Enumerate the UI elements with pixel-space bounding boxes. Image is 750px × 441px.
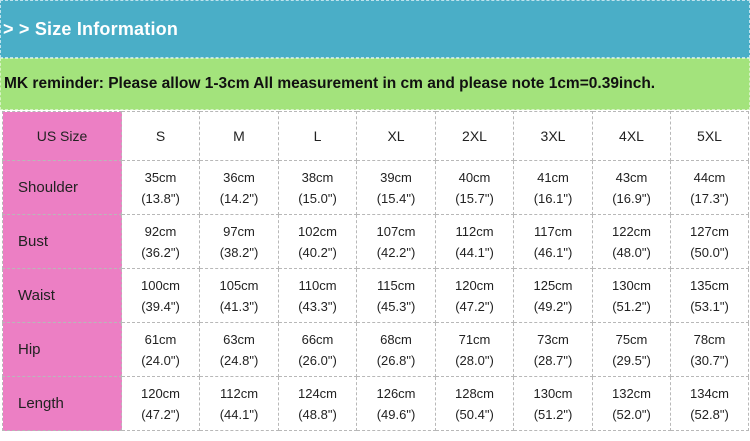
row-label: Waist (3, 269, 122, 323)
inch-value: (51.2") (533, 406, 573, 422)
measurement-cell (593, 269, 671, 323)
inch-value: (47.2") (455, 298, 494, 314)
measurement-cell (122, 161, 200, 215)
inch-value: (16.1") (533, 190, 573, 206)
cm-value: 120cm (140, 385, 181, 401)
table-row (3, 377, 749, 431)
row-label: Bust (3, 215, 122, 269)
cm-value: 71cm (458, 331, 491, 347)
size-header-cell: XL (357, 112, 436, 161)
inch-value: (36.2") (141, 244, 180, 260)
cm-value: 63cm (223, 331, 255, 347)
measurement-cell (357, 377, 436, 431)
inch-value: (16.9") (612, 190, 651, 206)
cm-value: 75cm (615, 331, 648, 347)
size-header-cell: 2XL (436, 112, 514, 161)
inch-value: (48.0") (612, 244, 651, 260)
inch-value: (47.2") (141, 406, 180, 422)
inch-value: (26.0") (298, 352, 337, 368)
inch-value: (24.0") (141, 352, 180, 368)
measurement-cell (122, 377, 200, 431)
cm-value: 126cm (376, 385, 416, 401)
measurement-cell (436, 323, 514, 377)
cm-value: 130cm (611, 277, 652, 293)
cm-value: 68cm (380, 331, 412, 347)
inch-value: (45.3") (376, 298, 416, 314)
cm-value: 130cm (533, 385, 573, 401)
measurement-cell (436, 215, 514, 269)
cm-value: 61cm (144, 331, 177, 347)
row-label: Length (3, 377, 122, 431)
cm-value: 100cm (140, 277, 181, 293)
size-header-row (3, 112, 749, 161)
measurement-cell (514, 215, 593, 269)
cm-value: 40cm (458, 169, 491, 185)
measurement-cell (671, 161, 749, 215)
measurement-cell (200, 323, 279, 377)
inch-value: (15.0") (298, 190, 337, 206)
cm-value: 97cm (223, 223, 255, 239)
inch-value: (41.3") (219, 298, 259, 314)
inch-value: (42.2") (376, 244, 416, 260)
cm-value: 117cm (533, 223, 573, 239)
measurement-cell (357, 161, 436, 215)
measurement-cell (514, 323, 593, 377)
measurement-cell (279, 161, 357, 215)
cm-value: 115cm (376, 277, 416, 293)
measurement-cell (357, 323, 436, 377)
measurement-cell (279, 323, 357, 377)
row-label: Hip (3, 323, 122, 377)
inch-value: (40.2") (298, 244, 337, 260)
row-label: Shoulder (3, 161, 122, 215)
cm-value: 92cm (144, 223, 177, 239)
measurement-cell (200, 215, 279, 269)
size-table (2, 111, 749, 431)
inch-value: (53.1") (690, 298, 729, 314)
measurement-cell (200, 269, 279, 323)
measurement-cell (671, 215, 749, 269)
measurement-cell (593, 323, 671, 377)
cm-value: 112cm (455, 223, 494, 239)
inch-value: (28.7") (533, 352, 573, 368)
cm-value: 128cm (454, 385, 495, 401)
cm-value: 102cm (297, 223, 338, 239)
inch-value: (50.4") (455, 406, 494, 422)
inch-value: (28.0") (455, 352, 494, 368)
inch-value: (50.0") (690, 244, 729, 260)
page-title: > > Size Information (3, 18, 179, 39)
cm-value: 135cm (689, 277, 730, 293)
cm-value: 134cm (689, 385, 730, 401)
inch-value: (24.8") (219, 352, 259, 368)
measurement-cell (279, 269, 357, 323)
cm-value: 38cm (301, 169, 334, 185)
cm-value: 112cm (219, 385, 259, 401)
inch-value: (13.8") (141, 190, 180, 206)
measurement-cell (593, 161, 671, 215)
cm-value: 35cm (144, 169, 177, 185)
cm-value: 78cm (693, 331, 726, 347)
cm-value: 44cm (693, 169, 726, 185)
cm-value: 122cm (611, 223, 652, 239)
measurement-cell (279, 377, 357, 431)
cm-value: 43cm (615, 169, 648, 185)
inch-value: (51.2") (612, 298, 651, 314)
inch-value: (48.8") (298, 406, 337, 422)
inch-value: (30.7") (690, 352, 729, 368)
cm-value: 105cm (219, 277, 259, 293)
inch-value: (29.5") (612, 352, 651, 368)
inch-value: (26.8") (376, 352, 416, 368)
cm-value: 120cm (454, 277, 495, 293)
measurement-cell (436, 161, 514, 215)
cm-value: 36cm (223, 169, 255, 185)
inch-value: (52.0") (612, 406, 651, 422)
cm-value: 66cm (301, 331, 334, 347)
inch-value: (43.3") (298, 298, 337, 314)
inch-value: (14.2") (219, 190, 259, 206)
table-row (3, 215, 749, 269)
inch-value: (46.1") (533, 244, 573, 260)
cm-value: 39cm (380, 169, 412, 185)
cm-value: 41cm (537, 169, 569, 185)
inch-value: (39.4") (141, 298, 180, 314)
cm-value: 110cm (298, 277, 337, 293)
inch-value: (44.1") (219, 406, 259, 422)
header-bar (0, 0, 750, 58)
size-header-cell: 5XL (671, 112, 749, 161)
cm-value: 132cm (611, 385, 652, 401)
cm-value: 107cm (376, 223, 416, 239)
size-header-cell: 3XL (514, 112, 593, 161)
inch-value: (44.1") (455, 244, 494, 260)
measurement-cell (593, 377, 671, 431)
cm-value: 127cm (689, 223, 730, 239)
measurement-cell (671, 269, 749, 323)
cm-value: 125cm (533, 277, 573, 293)
measurement-cell (122, 323, 200, 377)
measurement-cell (122, 269, 200, 323)
measurement-cell (671, 377, 749, 431)
cm-value: 124cm (297, 385, 338, 401)
inch-value: (52.8") (690, 406, 729, 422)
size-header-cell: S (122, 112, 200, 161)
measurement-cell (436, 269, 514, 323)
measurement-cell (357, 269, 436, 323)
inch-value: (15.4") (376, 190, 416, 206)
corner-label: US Size (3, 112, 122, 161)
cm-value: 73cm (537, 331, 569, 347)
measurement-cell (200, 377, 279, 431)
measurement-cell (279, 215, 357, 269)
measurement-cell (122, 215, 200, 269)
table-row (3, 161, 749, 215)
measurement-notice: MK reminder: Please allow 1-3cm All measurement in cm and please note 1cm=0.39inch. (4, 75, 656, 92)
inch-value: (17.3") (690, 190, 729, 206)
measurement-cell (357, 215, 436, 269)
inch-value: (15.7") (455, 190, 494, 206)
measurement-cell (200, 161, 279, 215)
inch-value: (49.6") (376, 406, 416, 422)
size-header-cell: L (279, 112, 357, 161)
table-row (3, 323, 749, 377)
measurement-cell (671, 323, 749, 377)
inch-value: (49.2") (533, 298, 573, 314)
measurement-cell (436, 377, 514, 431)
size-header-cell: M (200, 112, 279, 161)
size-header-cell: 4XL (593, 112, 671, 161)
measurement-cell (514, 269, 593, 323)
measurement-cell (514, 377, 593, 431)
measurement-cell (514, 161, 593, 215)
notice-bar (0, 58, 750, 110)
inch-value: (38.2") (219, 244, 259, 260)
table-row (3, 269, 749, 323)
measurement-cell (593, 215, 671, 269)
